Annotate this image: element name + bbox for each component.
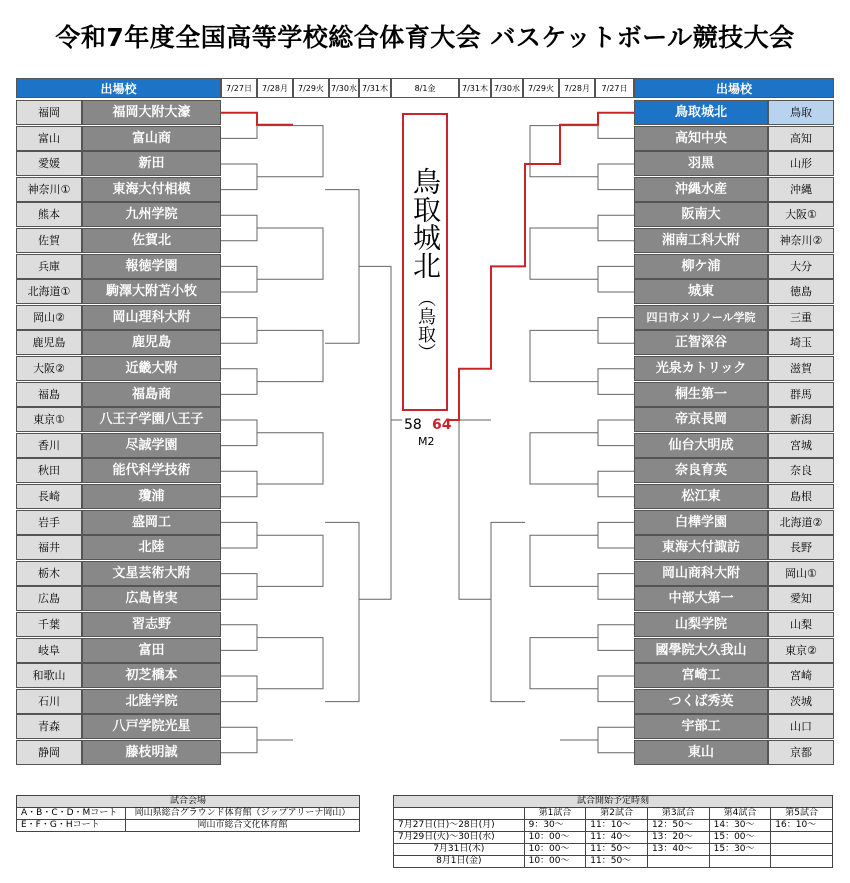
team-pref: 滋賀 [768, 356, 834, 381]
bracket-line [598, 522, 634, 548]
bracket-line [598, 318, 634, 344]
team-pref: 福井 [16, 535, 82, 560]
team-pref: 青森 [16, 714, 82, 739]
team-pref: 秋田 [16, 458, 82, 483]
date-header: 7/30水 [329, 78, 359, 98]
team-pref: 和歌山 [16, 663, 82, 688]
team-name: 富田 [82, 638, 221, 663]
bracket-line [359, 266, 391, 599]
schedule-col-header: 第1試合 [524, 808, 586, 820]
team-pref: 福島 [16, 382, 82, 407]
schedule-date: 8月1日(金) [394, 856, 525, 868]
team-pref: 千葉 [16, 612, 82, 637]
team-pref: 北海道① [16, 279, 82, 304]
team-name: 宮崎工 [634, 663, 768, 688]
schedule-time: 12：50～ [647, 820, 709, 832]
schedule-col-header: 第2試合 [586, 808, 648, 820]
team-name: 駒澤大附苫小牧 [82, 279, 221, 304]
team-name: 湘南工科大附 [634, 228, 768, 253]
team-name: 近畿大附 [82, 356, 221, 381]
final-left-score: 58 [404, 417, 422, 433]
team-pref: 山口 [768, 714, 834, 739]
bracket-line [598, 113, 634, 139]
team-pref: 兵庫 [16, 254, 82, 279]
team-name: 仙台大明成 [634, 433, 768, 458]
team-name: 新田 [82, 151, 221, 176]
schedule-col-header: 第3試合 [647, 808, 709, 820]
schedule-corner [394, 808, 525, 820]
schedule-date: 7月31日(木) [394, 844, 525, 856]
team-name: 宇部工 [634, 714, 768, 739]
left-header: 出場校 [16, 78, 221, 98]
team-pref: 大阪② [16, 356, 82, 381]
schedule-time: 14：30～ [709, 820, 771, 832]
schedule-time [647, 856, 709, 868]
team-pref: 石川 [16, 689, 82, 714]
team-pref: 香川 [16, 433, 82, 458]
bracket-line [221, 318, 257, 344]
team-name: 鳥取城北 [634, 100, 768, 125]
team-name: 山梨学院 [634, 612, 768, 637]
schedule-title: 試合開始予定時刻 [394, 796, 833, 808]
bracket-line [221, 369, 257, 395]
team-pref: 新潟 [768, 407, 834, 432]
bracket-line [293, 535, 323, 586]
team-name: 白樺学園 [634, 510, 768, 535]
team-name: 中部大第一 [634, 586, 768, 611]
team-pref: 沖縄 [768, 177, 834, 202]
team-name: 城東 [634, 279, 768, 304]
team-name: 文星芸術大附 [82, 561, 221, 586]
team-name: 國學院大久我山 [634, 638, 768, 663]
schedule-col-header: 第4試合 [709, 808, 771, 820]
team-pref: 山形 [768, 151, 834, 176]
team-name: 光泉カトリック [634, 356, 768, 381]
team-name: 富山商 [82, 126, 221, 151]
bracket-line [221, 574, 257, 600]
schedule-time: 9：30～ [524, 820, 586, 832]
date-header: 7/29火 [523, 78, 559, 98]
bracket-line [293, 638, 323, 689]
team-pref: 鹿児島 [16, 330, 82, 355]
team-name: 尽誠学園 [82, 433, 221, 458]
date-header: 7/28月 [257, 78, 293, 98]
team-pref: 愛知 [768, 586, 834, 611]
bracket-line [530, 330, 560, 381]
schedule-time [709, 856, 771, 868]
bracket-line [221, 420, 257, 446]
bracket-line [459, 420, 491, 599]
venue-table [16, 795, 360, 832]
team-name: 北陸学院 [82, 689, 221, 714]
bracket-line [530, 433, 560, 484]
team-name: 報徳学園 [82, 254, 221, 279]
team-pref: 三重 [768, 305, 834, 330]
champion-name: 鳥取城北 [409, 167, 442, 279]
bracket-line [221, 215, 257, 241]
bracket-line [293, 228, 323, 279]
team-name: 東海大付相模 [82, 177, 221, 202]
team-pref: 栃木 [16, 561, 82, 586]
team-name: 阪南大 [634, 202, 768, 227]
team-pref: 宮城 [768, 433, 834, 458]
final-right-score: 64 [432, 417, 452, 433]
team-pref: 愛媛 [16, 151, 82, 176]
team-name: 正智深谷 [634, 330, 768, 355]
team-name: 盛岡工 [82, 510, 221, 535]
bracket-line [598, 164, 634, 190]
team-name: 岡山理科大附 [82, 305, 221, 330]
bracket-line [530, 228, 560, 279]
team-name: 帝京長岡 [634, 407, 768, 432]
team-pref: 長野 [768, 535, 834, 560]
bracket-line [598, 369, 634, 395]
venue-place: 岡山市総合文化体育館 [126, 820, 360, 832]
bracket-line [221, 727, 257, 753]
schedule-time: 10：00～ [524, 844, 586, 856]
schedule-time: 15：00～ [709, 832, 771, 844]
right-header: 出場校 [634, 78, 834, 98]
venue-courts: A・B・C・D・Mコート [17, 808, 126, 820]
team-name: 瓊浦 [82, 484, 221, 509]
bracket-line [491, 522, 525, 701]
bracket-line [221, 676, 257, 702]
champion-box [402, 113, 448, 411]
bracket-line [325, 190, 359, 344]
team-name: 四日市メリノール学院 [634, 305, 768, 330]
team-pref: 鳥取 [768, 100, 834, 125]
date-header: 7/28月 [559, 78, 595, 98]
team-pref: 熊本 [16, 202, 82, 227]
final-label: M2 [418, 435, 435, 448]
team-name: 広島皆実 [82, 586, 221, 611]
bracket-line [530, 126, 560, 177]
team-name: 高知中央 [634, 126, 768, 151]
team-pref: 佐賀 [16, 228, 82, 253]
team-pref: 大阪① [768, 202, 834, 227]
schedule-time [771, 856, 833, 868]
team-name: 初芝橋本 [82, 663, 221, 688]
team-name: 八王子学園八王子 [82, 407, 221, 432]
bracket-line [598, 215, 634, 241]
team-pref: 島根 [768, 484, 834, 509]
date-header: 7/31木 [459, 78, 491, 98]
date-header-final: 8/1金 [391, 78, 459, 98]
team-pref: 東京② [768, 638, 834, 663]
bracket-line [598, 420, 634, 446]
bracket-line [293, 126, 323, 177]
date-header: 7/31木 [359, 78, 391, 98]
bracket-line [598, 471, 634, 497]
team-pref: 岡山② [16, 305, 82, 330]
schedule-time: 11：50～ [586, 844, 648, 856]
team-name: 岡山商科大附 [634, 561, 768, 586]
team-name: 松江東 [634, 484, 768, 509]
bracket-line [530, 535, 560, 586]
schedule-time: 11：40～ [586, 832, 648, 844]
schedule-time: 10：00～ [524, 832, 586, 844]
team-pref: 北海道② [768, 510, 834, 535]
bracket-line [598, 574, 634, 600]
bracket-line [221, 266, 257, 292]
team-name: 北陸 [82, 535, 221, 560]
team-pref: 高知 [768, 126, 834, 151]
team-name: 佐賀北 [82, 228, 221, 253]
team-name: 桐生第一 [634, 382, 768, 407]
champion-pref: （鳥取） [415, 289, 436, 361]
schedule-date: 7月29日(火)～30日(水) [394, 832, 525, 844]
venue-courts: E・F・G・Hコート [17, 820, 126, 832]
date-header: 7/27日 [595, 78, 634, 98]
team-pref: 岡山① [768, 561, 834, 586]
bracket-line [221, 164, 257, 190]
team-name: 九州学院 [82, 202, 221, 227]
team-name: 羽黒 [634, 151, 768, 176]
team-name: 藤枝明誠 [82, 740, 221, 765]
team-pref: 群馬 [768, 382, 834, 407]
schedule-time: 15：30～ [709, 844, 771, 856]
schedule-date: 7月27日(日)～28日(月) [394, 820, 525, 832]
date-header: 7/29火 [293, 78, 329, 98]
team-name: 能代科学技術 [82, 458, 221, 483]
team-pref: 岐阜 [16, 638, 82, 663]
schedule-time: 13：40～ [647, 844, 709, 856]
bracket-line [530, 638, 560, 689]
page-title: 令和7年度全国高等学校総合体育大会 バスケットボール競技大会 [55, 23, 795, 52]
schedule-time [771, 844, 833, 856]
team-name: 習志野 [82, 612, 221, 637]
schedule-time: 11：50～ [586, 856, 648, 868]
team-name: 福島商 [82, 382, 221, 407]
team-name: 奈良育英 [634, 458, 768, 483]
team-name: 柳ケ浦 [634, 254, 768, 279]
team-pref: 神奈川② [768, 228, 834, 253]
schedule-time: 16：10～ [771, 820, 833, 832]
team-name: 東海大付諏訪 [634, 535, 768, 560]
team-pref: 広島 [16, 586, 82, 611]
bracket-line [325, 522, 359, 701]
team-name: つくば秀英 [634, 689, 768, 714]
bracket-line [221, 522, 257, 548]
team-pref: 東京① [16, 407, 82, 432]
team-pref: 福岡 [16, 100, 82, 125]
bracket-line [221, 471, 257, 497]
team-pref: 宮崎 [768, 663, 834, 688]
date-header: 7/30水 [491, 78, 523, 98]
team-name: 沖縄水産 [634, 177, 768, 202]
bracket-line [598, 266, 634, 292]
team-pref: 岩手 [16, 510, 82, 535]
bracket-line [221, 625, 257, 651]
venue-place: 岡山県総合グラウンド体育館（ジップアリーナ岡山） [126, 808, 360, 820]
bracket-line [221, 113, 257, 139]
bracket-line [293, 433, 323, 484]
schedule-time: 10：00～ [524, 856, 586, 868]
schedule-time: 11：10～ [586, 820, 648, 832]
schedule-table [393, 795, 833, 868]
team-pref: 長崎 [16, 484, 82, 509]
team-name: 鹿児島 [82, 330, 221, 355]
schedule-col-header: 第5試合 [771, 808, 833, 820]
team-pref: 奈良 [768, 458, 834, 483]
team-name: 八戸学院光星 [82, 714, 221, 739]
team-pref: 神奈川① [16, 177, 82, 202]
team-name: 東山 [634, 740, 768, 765]
bracket-line [598, 727, 634, 753]
team-pref: 富山 [16, 126, 82, 151]
team-pref: 静岡 [16, 740, 82, 765]
date-header: 7/27日 [221, 78, 257, 98]
bracket-line [221, 113, 293, 125]
team-pref: 埼玉 [768, 330, 834, 355]
venue-title: 試合会場 [17, 796, 360, 808]
team-name: 福岡大附大濠 [82, 100, 221, 125]
schedule-time: 13：20～ [647, 832, 709, 844]
team-pref: 山梨 [768, 612, 834, 637]
schedule-time [771, 832, 833, 844]
bracket-line [293, 330, 323, 381]
team-pref: 茨城 [768, 689, 834, 714]
bracket-line [598, 676, 634, 702]
team-pref: 京都 [768, 740, 834, 765]
team-pref: 徳島 [768, 279, 834, 304]
team-pref: 大分 [768, 254, 834, 279]
bracket-line [598, 625, 634, 651]
